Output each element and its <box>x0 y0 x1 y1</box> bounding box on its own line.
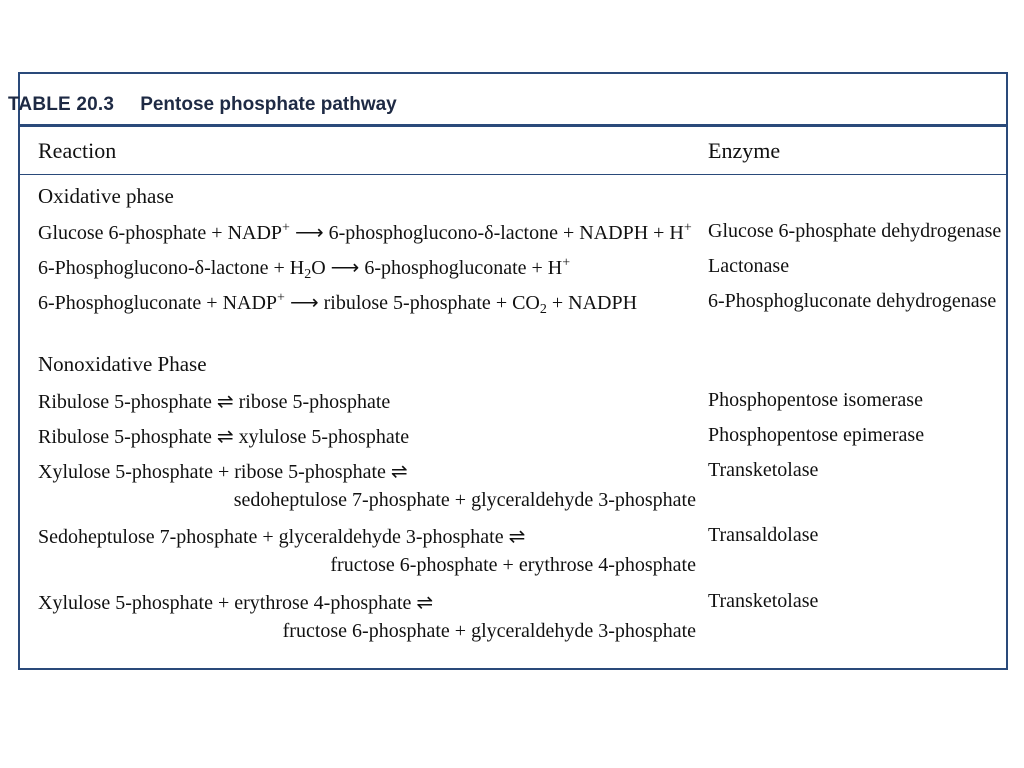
header-enzyme: Enzyme <box>708 138 781 163</box>
reaction-nonoxidative-2: Ribulose 5-phosphate ⇌ xylulose 5-phosphate <box>38 426 410 448</box>
table-title: Pentose phosphate pathway <box>140 94 397 115</box>
reaction-oxidative-1: Glucose 6-phosphate + NADP+ ⟶ 6-phosphoglucono-δ-lactone + NADPH + H+ <box>38 220 692 244</box>
reaction-nonoxidative-5: Xylulose 5-phosphate + erythrose 4-phosphate ⇌ <box>38 592 434 614</box>
header-rule <box>18 174 1008 175</box>
enzyme-oxidative-2: Lactonase <box>708 255 790 277</box>
enzyme-nonoxidative-3: Transketolase <box>708 459 819 481</box>
enzyme-nonoxidative-2: Phosphopentose epimerase <box>708 424 925 446</box>
reaction-nonoxidative-5-products: fructose 6-phosphate + glyceraldehyde 3-phosphate <box>282 620 696 642</box>
reaction-nonoxidative-3: Xylulose 5-phosphate + ribose 5-phosphate ⇌ <box>38 461 408 483</box>
enzyme-oxidative-1: Glucose 6-phosphate dehydrogenase <box>708 220 1002 242</box>
table-caption <box>8 90 1018 120</box>
table-number: TABLE 20.3 <box>8 94 115 115</box>
section-oxidative: Oxidative phase <box>38 184 174 208</box>
reaction-nonoxidative-4-products: fructose 6-phosphate + erythrose 4-phosphate <box>330 554 696 576</box>
reaction-nonoxidative-3-products: sedoheptulose 7-phosphate + glyceraldehyde 3-phosphate <box>233 489 696 511</box>
caption-rule <box>18 124 1008 127</box>
enzyme-nonoxidative-4: Transaldolase <box>708 524 819 546</box>
reaction-nonoxidative-4: Sedoheptulose 7-phosphate + glyceraldehyde 3-phosphate ⇌ <box>38 526 526 548</box>
enzyme-oxidative-3: 6-Phosphogluconate dehydrogenase <box>708 290 997 312</box>
reaction-oxidative-3: 6-Phosphogluconate + NADP+ ⟶ ribulose 5-phosphate + $CO_2$ + NADPH <box>38 290 638 318</box>
header-reaction: Reaction <box>38 138 117 163</box>
section-nonoxidative: Nonoxidative Phase <box>38 352 207 376</box>
enzyme-nonoxidative-5: Transketolase <box>708 590 819 612</box>
reaction-nonoxidative-1: Ribulose 5-phosphate ⇌ ribose 5-phosphate <box>38 391 391 413</box>
reaction-oxidative-2: 6-Phosphoglucono-δ-lactone + $H_2O$ ⟶ 6-phosphogluconate + H+ <box>38 255 571 283</box>
enzyme-nonoxidative-1: Phosphopentose isomerase <box>708 389 923 411</box>
